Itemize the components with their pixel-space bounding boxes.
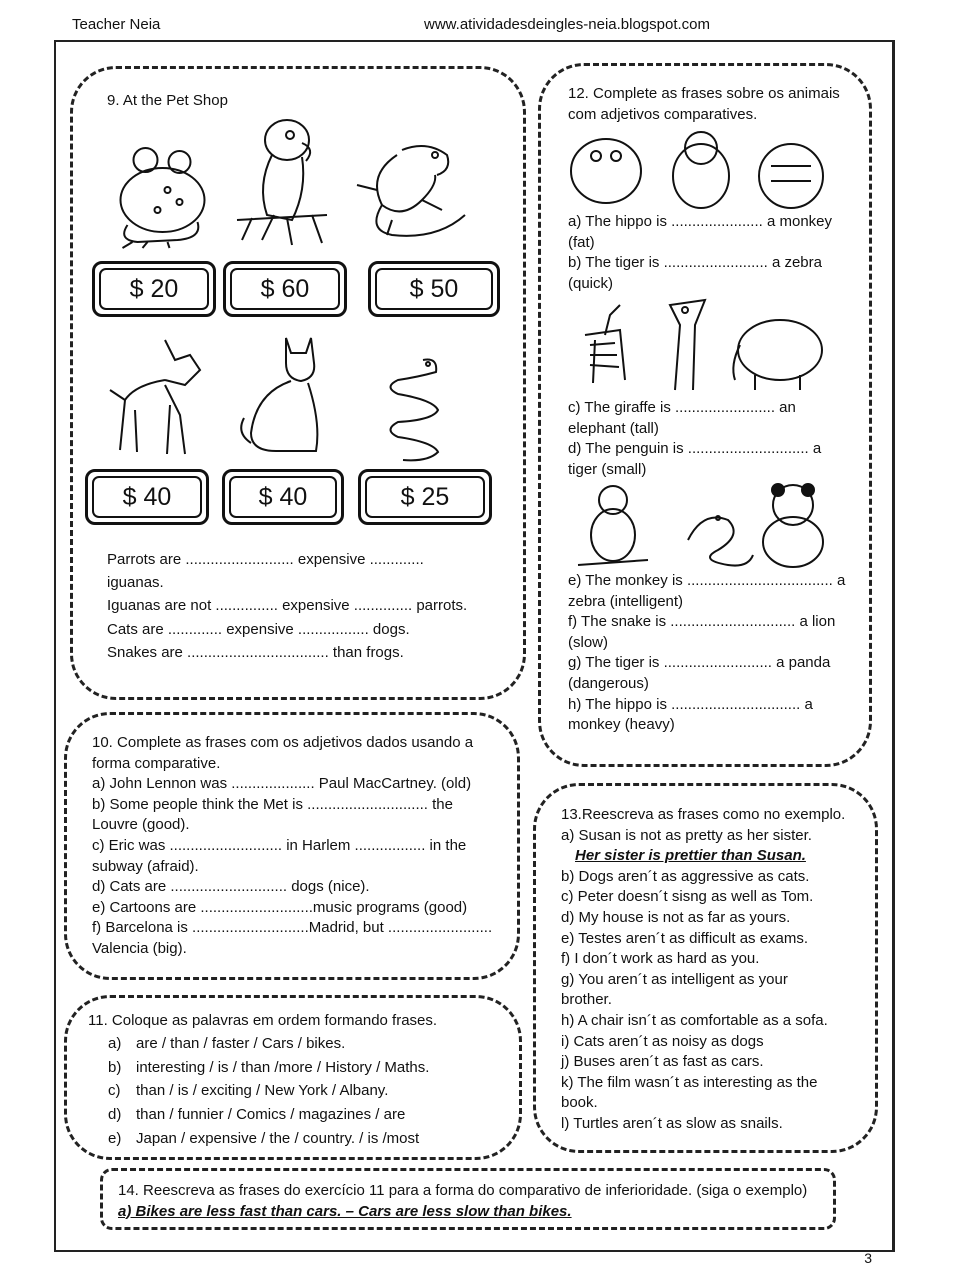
parrot-picture [232, 115, 332, 250]
price-tag-parrot [223, 261, 347, 317]
page-number: 3 [864, 1250, 872, 1266]
iguana-picture [347, 130, 472, 250]
price-tag-cat [222, 469, 344, 525]
ex12-title-line: 12. Complete as frases sobre os animais [568, 85, 840, 102]
ex12-line: (fat) [568, 233, 595, 251]
ex13-line: brother. [561, 991, 612, 1009]
frog-picture [105, 130, 220, 250]
ex12-line: (quick) [568, 274, 614, 292]
ex12-group3 [568, 571, 845, 736]
ex13-example-question: a) Susan is not as pretty as her sister. [561, 826, 812, 844]
ex13-line: h) A chair isn´t as comfortable as a sofa. [561, 1011, 828, 1029]
ex12-line: monkey (heavy) [568, 716, 675, 734]
ex13-lines [561, 805, 845, 1135]
ex10-line: e) Cartoons are ...........................music programs (good) [92, 898, 468, 916]
ex13-line: book. [561, 1094, 598, 1112]
price-parrot: $ 60 [230, 268, 340, 310]
ex12-line: f) The snake is .............................. a lion [568, 613, 836, 631]
ex11-item: e) Japan / expensive / the / country. / is /most [108, 1129, 420, 1147]
ex12-line: zebra (intelligent) [568, 592, 684, 610]
ex10-line: 10. Complete as frases com os adjetivos dados usando a [92, 734, 474, 751]
ex12-line: h) The hippo is ............................... a [568, 695, 813, 713]
ex12-line: tiger (small) [568, 460, 647, 478]
snake-picture [378, 352, 453, 464]
ex13-line: g) You aren´t as intelligent as your [561, 970, 788, 988]
ex10-line: a) John Lennon was .................... Paul MacCartney. (old) [92, 775, 472, 793]
penguin-snake-panda-picture [568, 480, 843, 572]
ex12-line: (dangerous) [568, 674, 649, 692]
price-dog: $ 40 [92, 476, 202, 518]
ex11-title: 11. Coloque as palavras em ordem formando frases. [88, 1012, 438, 1029]
ex10-line: d) Cats are ............................ dogs (nice). [92, 878, 370, 896]
ex10-line: Louvre (good). [92, 816, 190, 834]
price-frog: $ 20 [99, 268, 209, 310]
ex13-line: e) Testes aren´t as difficult as exams. [561, 929, 809, 947]
ex12-line: elephant (tall) [568, 419, 659, 437]
price-snake: $ 25 [365, 476, 485, 518]
ex13-line: b) Dogs aren´t as aggressive as cats. [561, 867, 810, 885]
cat-picture [236, 333, 331, 458]
ex11-item: a) are / than / faster / Cars / bikes. [108, 1035, 346, 1053]
ex10-line: subway (afraid). [92, 857, 199, 875]
ex13-line: d) My house is not as far as yours. [561, 908, 791, 926]
ex9-line: Snakes are .................................. than frogs. [107, 643, 404, 661]
ex14-example: a) Bikes are less fast than cars. – Cars are less slow than bikes. [118, 1202, 572, 1220]
ex11-item: c) than / is / exciting / New York / Albany. [108, 1082, 389, 1100]
ex13-line: k) The film wasn´t as interesting as the [561, 1073, 818, 1091]
ex12-title-line: com adjetivos comparatives. [568, 105, 758, 123]
ex10-line: b) Some people think the Met is ............................. the [92, 795, 453, 813]
ex13-line: l) Turtles aren´t as slow as snails. [561, 1114, 783, 1132]
ex12-line: (slow) [568, 633, 608, 651]
ex10-line: forma comparative. [92, 754, 221, 772]
ex10-lines [92, 733, 492, 960]
ex13-line: i) Cats aren´t as noisy as dogs [561, 1032, 764, 1050]
ex13-title: 13.Reescreva as frases como no exemplo. [561, 806, 846, 823]
ex12-line: a) The hippo is ...................... a monkey [568, 213, 833, 230]
site-url: www.atividadesdeingles-neia.blogspot.com [424, 16, 710, 33]
price-tag-snake [358, 469, 492, 525]
price-iguana: $ 50 [375, 268, 493, 310]
ex9-lines [107, 548, 467, 664]
dog-picture [105, 330, 205, 460]
ex11-item: d) than / funnier / Comics / magazines / are [108, 1106, 406, 1124]
price-tag-frog [92, 261, 216, 317]
ex9-title: 9. At the Pet Shop [107, 92, 228, 109]
ex14-title: 14. Reescreva as frases do exercício 11 para a forma do comparativo de inferioridade. (siga o exemplo) [118, 1182, 808, 1199]
price-cat: $ 40 [229, 476, 337, 518]
hippo-monkey-tiger-picture [566, 126, 841, 212]
ex12-group2 [568, 398, 821, 480]
ex13-line: j) Buses aren´t as fast as cars. [561, 1053, 764, 1071]
ex10-line: Valencia (big). [92, 939, 187, 957]
ex12-line: d) The penguin is ............................. a [568, 440, 822, 458]
ex10-line: c) Eric was ........................... in Harlem ................. in the [92, 836, 467, 854]
ex11-list [108, 1032, 429, 1150]
ex12-line: e) The monkey is ................................... a [568, 572, 846, 589]
ex12-line: g) The tiger is .......................... a panda [568, 654, 831, 672]
ex10-line: f) Barcelona is ............................Madrid, but ......................... [92, 919, 493, 937]
ex9-line: iguanas. [107, 574, 164, 592]
ex12-group1 [568, 212, 832, 294]
zebra-giraffe-elephant-picture [575, 295, 830, 395]
ex9-line: Parrots are .......................... expensive ............. [107, 551, 424, 568]
price-tag-iguana [368, 261, 500, 317]
ex12-line: b) The tiger is ......................... a zebra [568, 254, 822, 272]
ex13-line: c) Peter doesn´t sisng as well as Tom. [561, 888, 814, 906]
ex14-lines [118, 1181, 807, 1222]
ex13-line: f) I don´t work as hard as you. [561, 950, 760, 968]
teacher-name: Teacher Neia [72, 16, 161, 33]
price-tag-dog [85, 469, 209, 525]
ex9-line: Cats are ............. expensive ................. dogs. [107, 620, 410, 638]
ex13-example-answer: Her sister is prettier than Susan. [575, 847, 806, 865]
ex11-item: b) interesting / is / than /more / History / Maths. [108, 1058, 430, 1076]
ex9-line: Iguanas are not ............... expensive .............. parrots. [107, 597, 468, 615]
ex12-line: c) The giraffe is ........................ an [568, 399, 796, 416]
ex12-title [568, 84, 840, 125]
